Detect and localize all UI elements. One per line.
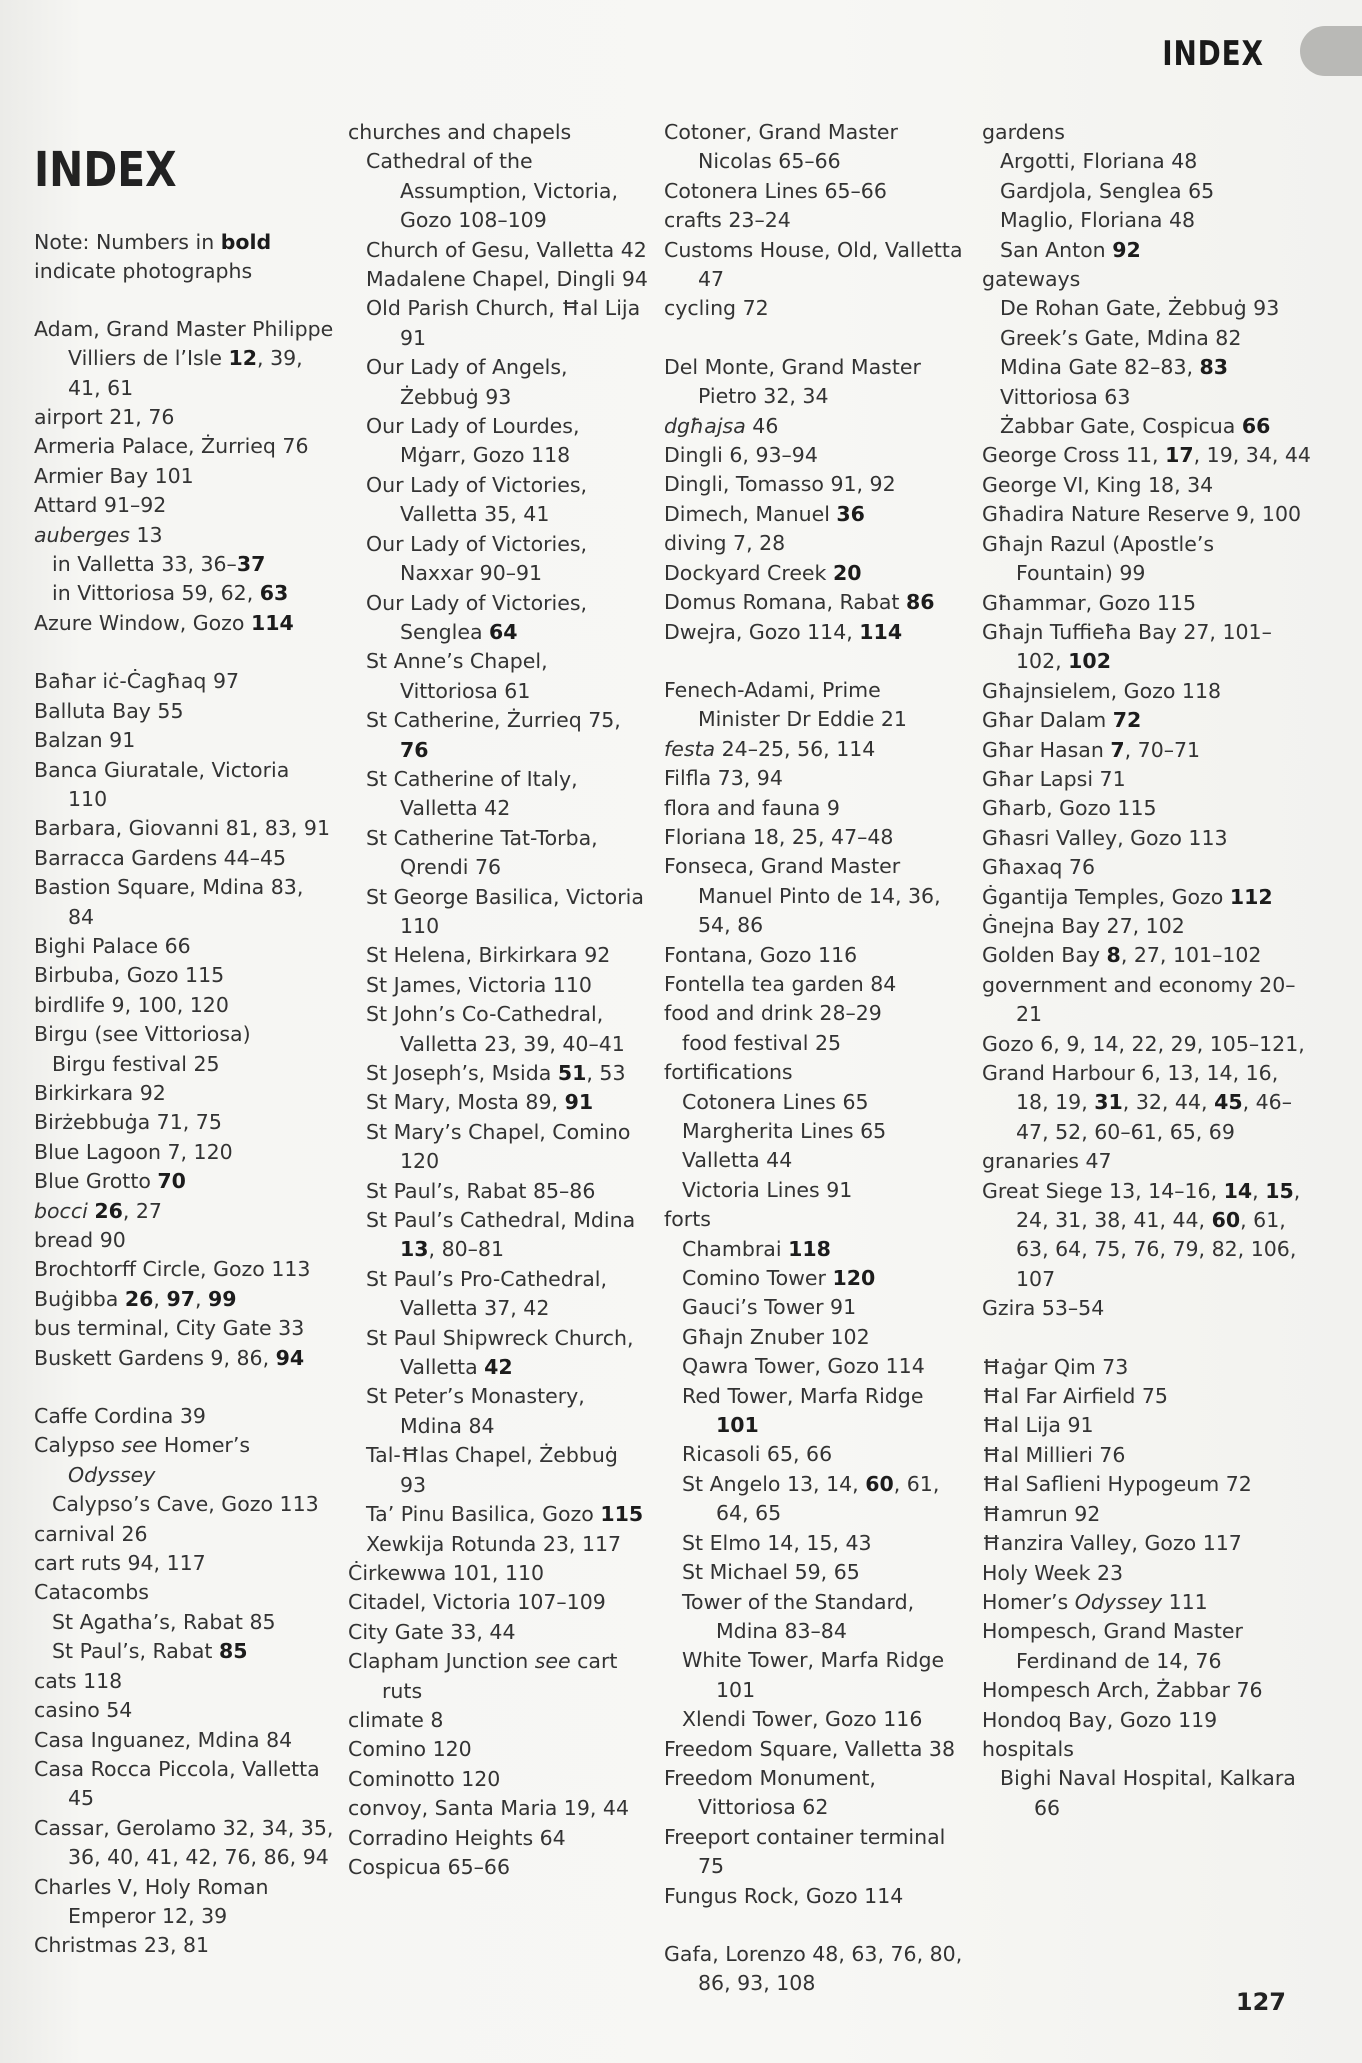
index-entry: Bighi Palace 66 [34, 933, 191, 958]
index-entry: Balzan 91 [34, 728, 136, 753]
index-entry: Dockyard Creek 20 [664, 560, 862, 585]
index-entry: Birżebbuġa 71, 75 [34, 1110, 222, 1135]
index-entry: Homer’s Odyssey 111 [982, 1589, 1208, 1614]
index-entry: bus terminal, City Gate 33 [34, 1316, 305, 1341]
index-entry: cats 118 [34, 1668, 123, 1693]
index-entry: Great Siege 13, 14–16, 14, 15, 24, 31, 38, 41, 44, 60, 61, 63, 64, 75, 76, 79, 82, 106, 107 [982, 1178, 1301, 1291]
index-subentry: St Mary’s Chapel, Comino 120 [366, 1119, 631, 1174]
index-subentry: St Paul’s Pro-Cathedral, Valletta 37, 42 [366, 1266, 608, 1321]
index-subentry: St Paul’s, Rabat 85–86 [366, 1178, 596, 1203]
photo-page-ref: 37 [236, 552, 266, 577]
photo-page-ref: 15 [1265, 1178, 1294, 1203]
photo-page-ref: 91 [564, 1090, 594, 1115]
index-note: Note: Numbers in bold indicate photographs [34, 230, 272, 284]
index-subentry: Calypso’s Cave, Gozo 113 [52, 1492, 319, 1517]
index-entry: George Cross 11, 17, 19, 34, 44 [982, 443, 1311, 468]
index-entry: food and drink 28–29 [664, 1001, 882, 1026]
index-entry: Del Monte, Grand Master Pietro 32, 34 [664, 354, 921, 409]
index-entry: Ħaġar Qim 73 [982, 1354, 1129, 1379]
index-entry: Fontana, Gozo 116 [664, 942, 858, 967]
index-subentry: Valletta 44 [682, 1148, 793, 1173]
index-entry: Ħal Lija 91 [982, 1413, 1094, 1438]
index-subentry: Our Lady of Victories, Naxxar 90–91 [366, 531, 588, 586]
index-subentry: Victoria Lines 91 [682, 1177, 853, 1202]
index-entry: Holy Week 23 [982, 1560, 1124, 1585]
photo-page-ref: 70 [157, 1169, 186, 1194]
index-entry: Catacombs [34, 1580, 149, 1605]
index-subentry: St Joseph’s, Msida 51, 53 [366, 1061, 626, 1085]
index-entry: Fonseca, Grand Master Manuel Pinto de 14, 36, 54, 86 [664, 854, 941, 938]
index-subentry: Chambrai 118 [682, 1236, 831, 1261]
photo-page-ref: 17 [1165, 443, 1194, 468]
index-subentry: St Paul’s, Rabat 85 [52, 1639, 248, 1664]
index-entry: Għajn Tuffieħa Bay 27, 101–102, 102 [982, 619, 1272, 674]
index-entry: Buġibba 26, 97, 99 [34, 1286, 237, 1311]
index-entry: Armier Bay 101 [34, 463, 194, 488]
photo-page-ref: 7 [1110, 737, 1125, 762]
index-entry: Dwejra, Gozo 114, 114 [664, 619, 903, 644]
index-subentry: St Michael 59, 65 [682, 1560, 860, 1585]
photo-page-ref: 20 [832, 560, 862, 585]
index-entry: Għajn Razul (Apostle’s Fountain) 99 [982, 531, 1215, 586]
photo-page-ref: 36 [836, 501, 865, 526]
index-entry: Golden Bay 8, 27, 101–102 [982, 943, 1262, 968]
index-subentry: St Catherine of Italy, Valletta 42 [366, 766, 578, 821]
index-entry: Baħar iċ-Ċagħaq 97 [34, 669, 240, 694]
index-entry: Gzira 53–54 [982, 1296, 1105, 1321]
index-entry: Cassar, Gerolamo 32, 34, 35, 36, 40, 41, 42, 76, 86, 94 [34, 1815, 334, 1870]
index-entry: Gozo 6, 9, 14, 22, 29, 105–121, [982, 1031, 1305, 1056]
index-entry: Dimech, Manuel 36 [664, 501, 865, 526]
index-subentry: St Helena, Birkirkara 92 [366, 943, 611, 968]
photo-page-ref: 97 [166, 1286, 195, 1311]
index-subentry: San Anton 92 [1000, 237, 1141, 262]
index-subentry: Gauci’s Tower 91 [682, 1295, 857, 1320]
photo-page-ref: 114 [859, 619, 903, 644]
index-entry: Cotoner, Grand Master Nicolas 65–66 [664, 120, 898, 174]
index-entry: cycling 72 [664, 296, 769, 321]
index-entry: bocci 26, 27 [34, 1198, 162, 1223]
index-entry: Customs House, Old, Valletta 47 [664, 237, 963, 292]
index-entry: Għadira Nature Reserve 9, 100 [982, 502, 1302, 527]
index-entry: forts [664, 1207, 711, 1232]
index-entry: Birkirkara 92 [34, 1080, 166, 1105]
index-entry: Comino 120 [348, 1737, 472, 1762]
index-entry: Buskett Gardens 9, 86, 94 [34, 1345, 305, 1370]
index-entry: climate 8 [348, 1707, 444, 1732]
index-entry: Għar Hasan 7, 70–71 [982, 737, 1201, 762]
index-entry: Ċirkewwa 101, 110 [348, 1560, 545, 1585]
index-entry: Filfla 73, 94 [664, 766, 783, 791]
index-entry: Ġnejna Bay 27, 102 [982, 913, 1185, 938]
index-entry: Casa Rocca Piccola, Valletta 45 [34, 1756, 320, 1811]
index-subentry: Madalene Chapel, Dingli 94 [366, 267, 648, 292]
index-entry: George VI, King 18, 34 [982, 472, 1214, 497]
index-subentry: Vittoriosa 63 [1000, 384, 1131, 409]
photo-page-ref: 85 [218, 1639, 248, 1664]
index-column-2 [348, 118, 648, 1882]
index-entry: City Gate 33, 44 [348, 1619, 516, 1644]
index-entry: Ħal Far Airfield 75 [982, 1384, 1168, 1409]
photo-page-ref: 45 [1214, 1090, 1243, 1115]
index-entry: Birbuba, Gozo 115 [34, 963, 225, 988]
photo-page-ref: 115 [600, 1502, 644, 1527]
photo-page-ref: 72 [1112, 708, 1142, 733]
index-entry: hospitals [982, 1736, 1074, 1761]
photo-page-ref: 114 [251, 610, 294, 635]
index-entry: Dingli, Tomasso 91, 92 [664, 472, 896, 497]
index-entry: Ħal Millieri 76 [982, 1442, 1126, 1467]
index-entry: Armeria Palace, Żurrieq 76 [34, 434, 309, 459]
index-entry: Fenech-Adami, Prime Minister Dr Eddie 21 [664, 677, 907, 732]
index-entry: Clapham Junction see cart ruts [348, 1649, 618, 1703]
photo-page-ref: 60 [865, 1471, 894, 1496]
column-entries [34, 315, 334, 1961]
index-entry: Barracca Gardens 44–45 [34, 845, 287, 870]
index-entry: Brochtorff Circle, Gozo 113 [34, 1257, 311, 1282]
photo-page-ref: 94 [275, 1345, 305, 1370]
index-entry: Cominotto 120 [348, 1766, 501, 1791]
index-entry: Ħamrun 92 [982, 1501, 1101, 1526]
index-subentry: Tal-Ħlas Chapel, Żebbuġ 93 [366, 1443, 618, 1497]
photo-page-ref: 31 [1094, 1090, 1123, 1115]
index-entry: Fungus Rock, Gozo 114 [664, 1883, 904, 1908]
index-entry: Blue Grotto 70 [34, 1169, 186, 1194]
index-entry: Hompesch Arch, Żabbar 76 [982, 1678, 1263, 1703]
index-entry: Azure Window, Gozo 114 [34, 610, 294, 635]
index-subentry: St Elmo 14, 15, 43 [682, 1530, 872, 1555]
photo-page-ref: 26 [124, 1286, 154, 1311]
index-entry: Grand Harbour 6, 13, 14, 16, 18, 19, 31, 32, 44, 45, 46–47, 52, 60–61, 65, 69 [982, 1061, 1292, 1144]
index-entry: fortifications [664, 1060, 793, 1085]
index-entry: Bastion Square, Mdina 83, 84 [34, 875, 304, 929]
photo-page-ref: 99 [208, 1286, 237, 1311]
photo-page-ref: 118 [788, 1236, 831, 1261]
index-subentry: Maglio, Floriana 48 [1000, 208, 1196, 233]
index-entry: Għajnsielem, Gozo 118 [982, 678, 1222, 703]
letter-gap [34, 1373, 334, 1402]
index-entry: Cotonera Lines 65–66 [664, 178, 887, 203]
index-subentry: Xewkija Rotunda 23, 117 [366, 1531, 622, 1556]
index-entry: Freedom Monument, Vittoriosa 62 [664, 1765, 876, 1820]
index-subentry: White Tower, Marfa Ridge 101 [682, 1648, 945, 1702]
index-entry: Banca Giuratale, Victoria 110 [34, 757, 290, 811]
index-subentry: Greek’s Gate, Mdina 82 [1000, 325, 1242, 350]
index-subentry: food festival 25 [682, 1030, 842, 1055]
index-entry: Corradino Heights 64 [348, 1825, 566, 1850]
index-subentry: Our Lady of Angels, Żebbuġ 93 [366, 355, 568, 409]
index-subentry: St Catherine, Żurrieq 75, 76 [366, 708, 621, 762]
index-subentry: De Rohan Gate, Żebbuġ 93 [1000, 296, 1280, 321]
index-subentry: Żabbar Gate, Cospicua 66 [1000, 414, 1271, 439]
index-entry: Fontella tea garden 84 [664, 971, 897, 996]
running-head: INDEX [1162, 34, 1264, 74]
index-subentry: St Paul’s Cathedral, Mdina 13, 80–81 [366, 1208, 636, 1262]
photo-page-ref: 14 [1223, 1178, 1253, 1203]
index-subentry: St James, Victoria 110 [366, 972, 592, 997]
index-column-1 [34, 118, 334, 1961]
index-entry: Ħanzira Valley, Gozo 117 [982, 1531, 1242, 1556]
index-subentry: St Catherine Tat-Torba, Qrendi 76 [366, 825, 598, 880]
index-entry: Għar Lapsi 71 [982, 766, 1126, 791]
photo-page-ref: 101 [716, 1413, 759, 1438]
index-subentry: Margherita Lines 65 [682, 1119, 887, 1143]
index-entry: Cospicua 65–66 [348, 1854, 511, 1879]
photo-page-ref: 51 [557, 1061, 587, 1085]
index-entry: cart ruts 94, 117 [34, 1551, 206, 1576]
index-entry: flora and fauna 9 [664, 795, 840, 820]
index-subentry: Red Tower, Marfa Ridge 101 [682, 1383, 924, 1438]
page-number: 127 [1235, 1988, 1286, 2016]
index-subentry: St John’s Co-Cathedral, Valletta 23, 39, 40–41 [366, 1002, 625, 1056]
index-subentry: Għajn Znuber 102 [682, 1324, 870, 1349]
photo-page-ref: 42 [484, 1355, 513, 1380]
index-entry: auberges 13 [34, 522, 163, 547]
letter-gap [664, 647, 969, 676]
index-entry: Adam, Grand Master Philippe Villiers de l’Isle 12, 39, 41, 61 [34, 316, 334, 400]
index-subentry: St Mary, Mosta 89, 91 [366, 1090, 594, 1115]
index-entry: dgħajsa 46 [664, 413, 779, 438]
index-entry: government and economy 20–21 [982, 972, 1296, 1027]
index-entry: Calypso see Homer’s Odyssey [34, 1433, 251, 1487]
photo-page-ref: 83 [1199, 355, 1229, 380]
index-entry: Christmas 23, 81 [34, 1933, 210, 1958]
index-entry: Freedom Square, Valletta 38 [664, 1736, 955, 1761]
photo-page-ref: 66 [1241, 414, 1271, 439]
photo-page-ref: 13 [400, 1237, 429, 1262]
letter-gap [664, 1911, 969, 1940]
index-subentry: Birgu festival 25 [52, 1051, 220, 1076]
index-entry: Barbara, Giovanni 81, 83, 91 [34, 816, 330, 841]
photo-page-ref: 92 [1112, 237, 1141, 262]
index-entry: Charles V, Holy Roman Emperor 12, 39 [34, 1874, 269, 1928]
index-subentry: in Vittoriosa 59, 62, 63 [52, 581, 289, 606]
index-entry: Citadel, Victoria 107–109 [348, 1590, 606, 1615]
index-entry: Balluta Bay 55 [34, 698, 184, 723]
photo-page-ref: 86 [905, 590, 935, 615]
index-subentry: Old Parish Church, Ħal Lija 91 [366, 296, 641, 350]
index-subentry: Our Lady of Victories, Valletta 35, 41 [366, 472, 588, 527]
index-entry: Blue Lagoon 7, 120 [34, 1139, 233, 1164]
index-subentry: St Angelo 13, 14, 60, 61, 64, 65 [682, 1471, 940, 1526]
photo-page-ref: 8 [1106, 943, 1121, 968]
index-subentry: Cathedral of the Assumption, Victoria, Gozo 108–109 [366, 149, 618, 233]
index-entry: granaries 47 [982, 1149, 1112, 1174]
letter-gap [664, 324, 969, 353]
index-entry: Caffe Cordina 39 [34, 1404, 206, 1429]
index-entry: Casa Inguanez, Mdina 84 [34, 1727, 293, 1752]
index-entry: Hondoq Bay, Gozo 119 [982, 1707, 1218, 1732]
index-entry: gateways [982, 267, 1081, 292]
letter-gap [34, 638, 334, 667]
index-entry: Ġgantija Temples, Gozo 112 [982, 884, 1273, 909]
index-subentry: Cotonera Lines 65 [682, 1089, 869, 1114]
index-entry: bread 90 [34, 1228, 126, 1252]
index-subentry: St Agatha’s, Rabat 85 [52, 1609, 276, 1634]
photo-page-ref: 76 [400, 737, 429, 762]
index-entry: airport 21, 76 [34, 405, 175, 430]
photo-page-ref: 63 [259, 581, 289, 606]
index-subentry: Gardjola, Senglea 65 [1000, 178, 1215, 203]
index-subentry: in Valletta 33, 36–37 [52, 552, 266, 577]
index-entry: festa 24–25, 56, 114 [664, 736, 876, 761]
index-entry: casino 54 [34, 1698, 133, 1723]
photo-page-ref: 120 [832, 1266, 876, 1291]
index-entry: carnival 26 [34, 1521, 148, 1546]
index-subentry: Qawra Tower, Gozo 114 [682, 1354, 925, 1379]
photo-page-ref: 64 [489, 619, 518, 644]
index-entry: Għarb, Gozo 115 [982, 796, 1157, 821]
index-subentry: Our Lady of Lourdes, Mġarr, Gozo 118 [366, 414, 580, 468]
index-entry: Freeport container terminal 75 [664, 1824, 946, 1879]
index-entry: Gafa, Lorenzo 48, 63, 76, 80, 86, 93, 108 [664, 1941, 963, 1996]
index-subentry: Ta’ Pinu Basilica, Gozo 115 [366, 1502, 644, 1527]
index-subentry: St Paul Shipwreck Church, Valletta 42 [366, 1325, 634, 1380]
index-entry: birdlife 9, 100, 120 [34, 992, 229, 1017]
index-subentry: Mdina Gate 82–83, 83 [1000, 355, 1229, 380]
index-entry: Floriana 18, 25, 47–48 [664, 824, 894, 849]
index-entry: crafts 23–24 [664, 208, 791, 233]
index-entry: Għaxaq 76 [982, 855, 1096, 880]
index-subentry: Comino Tower 120 [682, 1266, 876, 1291]
index-entry: convoy, Santa Maria 19, 44 [348, 1796, 629, 1821]
photo-page-ref: 112 [1229, 884, 1273, 909]
index-subentry: Argotti, Floriana 48 [1000, 149, 1198, 174]
index-entry: churches and chapels [348, 120, 572, 144]
index-subentry: Tower of the Standard, Mdina 83–84 [682, 1589, 915, 1643]
index-entry: Domus Romana, Rabat 86 [664, 590, 935, 615]
page-title: INDEX [34, 142, 177, 198]
index-subentry: Bighi Naval Hospital, Kalkara 66 [1000, 1766, 1296, 1820]
index-subentry: Our Lady of Victories, Senglea 64 [366, 590, 588, 644]
letter-gap [982, 1324, 1312, 1353]
index-entry: Birgu (see Vittoriosa) [34, 1022, 251, 1047]
index-entry: diving 7, 28 [664, 531, 786, 556]
photo-page-ref: 102 [1068, 649, 1111, 674]
index-entry: Għammar, Gozo 115 [982, 590, 1197, 615]
index-subentry: Church of Gesu, Valletta 42 [366, 237, 647, 262]
index-entry: Dingli 6, 93–94 [664, 443, 818, 468]
index-entry: gardens [982, 120, 1065, 144]
index-subentry: Ricasoli 65, 66 [682, 1442, 833, 1467]
header-tab-decoration [1300, 26, 1362, 76]
index-entry: Ħal Saflieni Hypogeum 72 [982, 1472, 1252, 1497]
index-entry: Għar Dalam 72 [982, 708, 1142, 733]
index-column-3 [664, 118, 969, 1999]
index-subentry: St Anne’s Chapel, Vittoriosa 61 [366, 649, 548, 703]
photo-page-ref: bold [220, 230, 272, 254]
index-column-4 [982, 118, 1312, 1823]
index-entry: Għasri Valley, Gozo 113 [982, 825, 1228, 850]
index-subentry: St George Basilica, Victoria 110 [366, 884, 644, 938]
index-subentry: St Peter’s Monastery, Mdina 84 [366, 1384, 585, 1438]
index-entry: Attard 91–92 [34, 493, 167, 518]
photo-page-ref: 12 [228, 346, 258, 371]
photo-page-ref: 26 [94, 1198, 123, 1223]
index-subentry: Xlendi Tower, Gozo 116 [682, 1707, 923, 1732]
index-entry: Hompesch, Grand Master Ferdinand de 14, 76 [982, 1619, 1243, 1673]
photo-page-ref: 60 [1211, 1208, 1241, 1233]
